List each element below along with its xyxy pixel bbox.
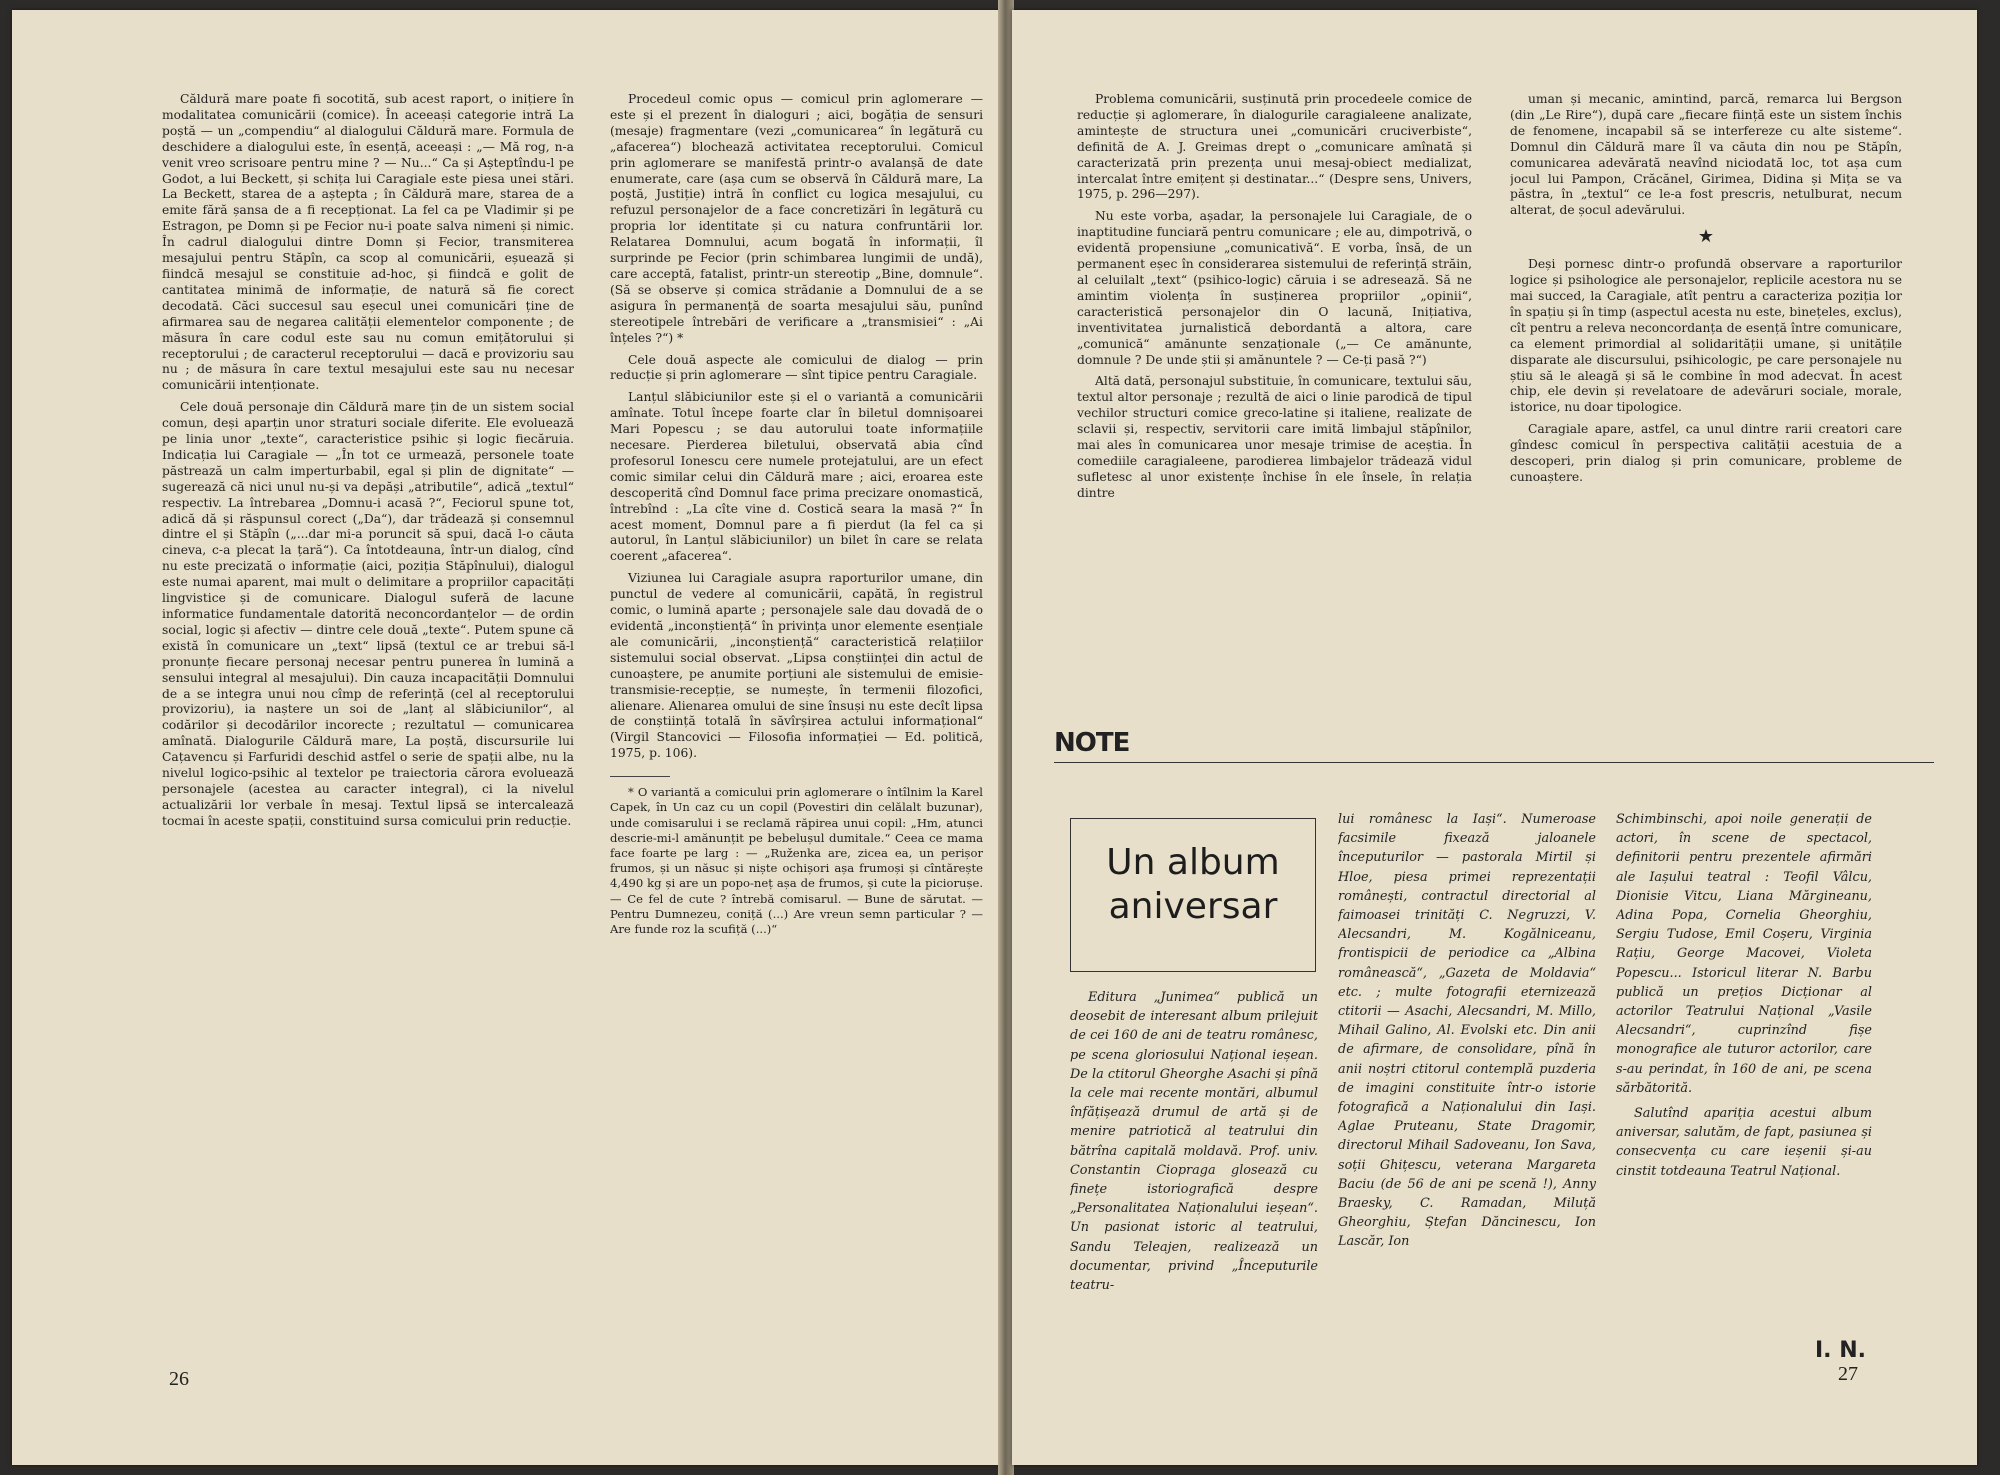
left-column-1 xyxy=(162,92,574,1390)
paragraph: Caragiale apare, astfel, ca unul dintre rarii creatori care gîndesc comicul în perspectiva calității acestuia de a descoperi, prin dialog și prin comunicare, probleme de cunoaștere. xyxy=(1510,422,1902,484)
paragraph: Problema comunicării, susținută prin procedeele comice de reducție și aglomerare, în dialogurile caragialeene analizate, amintește de structura unei „comunicări cruciverbiste“, definită de A. J. Greimas drept o „comunicare amînată și caracterizată prin prezența unui mesaj-obiect medializat, intercalat între emițent și destinatar...“ (Despre sens, Univers, 1975, p. 296—297). xyxy=(1077,92,1472,202)
paragraph: Viziunea lui Caragiale asupra raporturilor umane, din punctul de vedere al comunicării, capătă, în registrul comic, o lumină aparte ; personajele sale dau dovadă de o evidentă „inconștiență“ în privința unor elemente esențiale ale comunicării, „inconștiență“ caracteristică relațiilor sistemului social observat. „Lipsa conștiinței din actul de cunoaștere, pe anumite porțiuni ale sistemului de emisie-transmisie-recepție, se numește, în termenii filozofici, alienare. Alienarea omului de sine însuși nu este decît lipsa de conștiință totală în săvîrșirea actului informațional“ (Virgil Stancovici — Filosofia informației — Ed. politică, 1975, p. 106). xyxy=(610,571,983,761)
footnote-divider xyxy=(610,776,670,777)
paragraph: Altă dată, personajul substituie, în comunicare, textului său, textul altor personaje ; rezultă de aici o linie parodică de tipul vechilor structuri comice greco-latine și italiene, realizate de sclavii și, respectiv, servitorii care imită limbajul stăpînilor, mai ales în comunicarea unor mesaje trimise de aceștia. În comediile caragialeene, parodierea limbajelor trădează vidul sufletesc al unor existențe închise în ele însele, în relația dintre xyxy=(1077,374,1472,500)
left-column-2 xyxy=(610,92,983,1390)
left-page xyxy=(12,10,1002,1465)
paragraph: Editura „Junimea“ publică un deosebit de interesant album prilejuit de cei 160 de ani de teatru românesc, pe scena gloriosului Național ieșean. De la ctitorul Gheorghe Asachi și pînă la cele mai recente montări, albumul înfățișează drumul de artă și de menire patriotică al teatrului din bătrîna capitală moldavă. Prof. univ. Constantin Ciopraga glosează cu finețe istoriografică despre „Personalitatea Naționalului ieșean“. Un pasionat istoric al teatrului, Sandu Teleajen, realizează un documentar, privind „Începuturile teatru- xyxy=(1070,990,1318,1294)
paragraph: lui românesc la Iași“. Numeroase facsimile fixează jaloanele începuturilor — pastorala Mirtil și Hloe, piesa primei reprezentații românești, contractul directorial al faimoasei trinități C. Negruzzi, V. Alecsandri, M. Kogălniceanu, frontispicii de periodice ca „Albina românească“, „Gazeta de Moldavia“ etc. ; multe fotografii eternizează ctitorii — Asachi, Alecsandri, M. Millo, Mihail Galino, Al. Evolski etc. Din anii de afirmare, de consolidare, pînă în anii noștri ctitorul contemplă puzderia de imagini constituite într-o istorie fotografică a Naționalului din Iași. Aglae Pruteanu, State Dragomir, directorul Mihail Sadoveanu, Ion Sava, soții Ghițescu, veterana Margareta Baciu (de 56 de ani pe scenă !), Anny Braesky, C. Ramadan, Miluță Gheorghiu, Ștefan Dăncinescu, Ion Lascăr, Ion xyxy=(1338,812,1596,1250)
paragraph: Salutînd apariția acestui album aniversar, salutăm, de fapt, pasiunea și consecvența cu care ieșenii și-au cinstit totdeauna Teatrul Național. xyxy=(1616,1106,1872,1179)
right-column-2 xyxy=(1510,92,1902,692)
notes-divider xyxy=(1054,762,1934,763)
paragraph: Deși pornesc dintr-o profundă observare a raporturilor logice și psihologice ale personajelor, replicile acestora nu se mai succed, la Caragiale, atît pentru a caracteriza poziția lor în spațiu și în timp (aspectul acesta nu este, binețeles, exclus), cît pentru a releva neconcordanța de esență între comunicare, ca element primordial al solidarității umane, și unitățile disparate ale discursului, psihicologic, pe care personajele nu știu să le aleagă și să le combine în mod adecvat. În acest chip, ele devin și revelatoare de adevăruri sociale, morale, istorice, nu doar tipologice. xyxy=(1510,257,1902,415)
article-title-box xyxy=(1070,818,1316,972)
footnote: * O variantă a comicului prin aglomerare o întîlnim la Karel Capek, în Un caz cu un copil (Povestiri din celălalt buzunar), unde comisarului i se reclamă răpirea unui copil: „Hm, atunci descrie-mi-l amănunțit pe bebelușul dumitale.“ Ceea ce mama face foarte pe larg : — „Ruženka are, zicea ea, un perișor frumos, și un năsuc și niște ochișori așa frumoși și cîntărește 4,490 kg și are un popo-neț așa de frumos, și cute la piciorușe. — Ce fel de cute ? întrebă comisarul. — Bune de sărutat. — Pentru Dumnezeu, coniță (...) Are vreun semn particular ? — Are funde roz la scufiță (...)“ xyxy=(610,785,983,936)
paragraph: Cele două personaje din Căldură mare țin de un sistem social comun, deși aparțin unor straturi sociale diferite. Ele evoluează pe linia unor „texte“, caracteristice psihic și logic fiecăruia. Indicația lui Caragiale — „În tot ce urmează, personele toate păstrează un calm imperturbabil, egal și plin de dignitate“ — sugerează că nici unul nu-și va depăși „atributile“, adică „textul“ respectiv. La întrebarea „Domnu-i acasă ?“, Feciorul spune tot, adică dă și răspunsul corect („Da“), dar trădează și consemnul dintre el și Stăpîn („...dar mi-a poruncit să spui, dacă l-o căuta cineva, c-a plecat la țară“). Ca întotdeauna, într-un dialog, cînd nu este precizată o informație (aici, poziția Stăpînului), dialogul este numai aparent, mai mult o delimitare a propriilor capacități lingvistice și de comunicare. Dialogul suferă de lacune informatice fundamentale datorită neconcordanțelor — de ordin social, logic și afectiv — dintre cele două „texte“. Putem spune că există în comunicare un „text“ lipsă (textul ce ar trebui să-l pronunțe fiecare personaj necesar pentru punerea în lumină a sensului integral al mesajului). Din cauza incapacității Domnului de a se integra unui nou cîmp de referință (cel al receptorului provizoriu), ia naștere un soi de „lanț al slăbiciunilor“, al codărilor și decodărilor incorecte ; rezultatul — comunicarea amînată. Dialogurile Căldură mare, La poștă, discursurile lui Cațavencu și Farfuridi deschid astfel o serie de spații albe, nu la nivelul logico-psihic al textelor pe traiectoria cărora evoluează personajele (acestea au caracter integral), ci la nivelul actualizării lor verbale în mesaj. Textul lipsă se intercalează tocmai în aceste spații, constituind sursa comicului prin reducție. xyxy=(162,400,574,828)
note-column-1 xyxy=(1070,988,1318,1333)
article-title-line-2: aniversar xyxy=(1108,886,1278,927)
paragraph: Schimbinschi, apoi noile generații de actori, în scene de spectacol, definitorii pentru prezentele afirmări ale Iașului teatral : Teofil Vâlcu, Dionisie Vitcu, Liana Mărgineanu, Adina Popa, Cornelia Gheorghiu, Sergiu Tudose, Emil Coșeru, Virginia Rațiu, George Macovei, Violeta Popescu... Istoricul literar N. Barbu publică un prețios Dicționar al actorilor Teatrului Național „Vasile Alecsandri“, cuprinzînd fișe monografice ale tuturor actorilor, care s-au perindat, în 160 de ani, pe scena sărbătorită. xyxy=(1616,812,1872,1096)
paragraph: Procedeul comic opus — comicul prin aglomerare — este și el prezent în dialoguri ; aici, bogăția de sensuri (mesaje) fragmentare (vezi „comunicarea“ în legătură cu „afacerea“) blochează activitatea receptorului. Comicul prin aglomerare se manifestă printr-o avalanșă de date enumerate, care (așa cum se observă în Căldură mare, La poștă, Justiție) intră în conflict cu logica mesajului, cu refuzul personajelor de a face concretizări în legătură cu propria lor identitate și cu natura confruntării lor. Relatarea Domnului, acum bogată în informații, îl surprinde pe Fecior (prin schimbarea lungimii de undă), care acceptă, fatalist, printr-un stereotip „Bine, domnule“. (Să se observe și comica strădanie a Domnului de a se asigura în permanență de soarta mesajului său, punînd stereotipele întrebări de verificare a „transmisiei“ : „Ai înțeles ?“) * xyxy=(610,92,983,345)
paragraph: Lanțul slăbiciunilor este și el o variantă a comunicării amînate. Totul începe foarte clar în biletul domnișoarei Mari Popescu ; se dau autorului toate informațiile necesare. Pierderea biletului, observată abia cînd profesorul Ionescu cere numele protejatului, are un efect comic similar celui din Căldură mare ; aici, eroarea este descoperită cînd Domnul face prima precizare onomastică, întrebînd : „La cîte vine d. Costică seara la masă ?“ În acest moment, Domnul pare a fi pierdut (la fel ca și autorul, în Lanțul slăbiciunilor) un bilet în care se relata coerent „afacerea“. xyxy=(610,390,983,564)
paragraph: Cele două aspecte ale comicului de dialog — prin reducție și prin aglomerare — sînt tipice pentru Caragiale. xyxy=(610,352,983,383)
article-title xyxy=(1071,841,1315,929)
page-number-left: 26 xyxy=(169,1368,189,1390)
author-signature: I. N. xyxy=(1815,1338,1866,1363)
notes-heading: NOTE xyxy=(1054,728,1130,758)
right-column-1 xyxy=(1077,92,1472,692)
right-page xyxy=(1012,10,1977,1465)
paragraph: uman și mecanic, amintind, parcă, remarca lui Bergson (din „Le Rire“), după care „fiecare ființă este un sistem închis de fenomene, incapabil să se interfereze cu alte sisteme“. Domnul din Căldură mare îl va căuta din nou pe Stăpîn, comunicarea adevărată neavînd niciodată loc, tot așa cum jocul lui Pampon, Crăcănel, Girimea, Didina și Mița se va păstra, în „textul“ ce le-a fost prescris, netulburat, necum alterat, de șocul adevărului. xyxy=(1510,92,1902,218)
page-number-right: 27 xyxy=(1838,1363,1858,1385)
note-column-2 xyxy=(1338,810,1596,1334)
section-star: ★ xyxy=(1697,226,1715,248)
paragraph: Căldură mare poate fi socotită, sub acest raport, o inițiere în modalitatea comunicării (comice). În aceeași categorie intră La poștă — un „compendiu“ al dialogului Căldură mare. Formula de deschidere a dialogului este, în esență, aceeași : „— Mă rog, n-a venit vreo scrisoare pentru mine ? — Nu...“ Ca și Așteptîndu-l pe Godot, a lui Beckett, și schița lui Caragiale este piesa unei stări. La Beckett, starea de a aștepta ; în Căldură mare, starea de a emite fără șansa de a fi recepționat. La fel ca pe Vladimir și pe Estragon, pe Domn și pe Fecior nu-i poate salva nimeni și nimic. În cadrul dialogului dintre Domn și Fecior, transmiterea mesajului pentru Stăpîn, ca scop al comunicării, eșuează și fiindcă mesajul se constituie ad-hoc, și fiindcă e golit de cantitatea minimă de informație, de natură să fie corect decodată. Căci succesul sau eșecul unei comunicări ține de afirmarea sau de negarea calității elementelor componente ; de măsura în care codul este sau nu comun emițătorului și receptorului ; de caracterul receptorului — dacă e provizoriu sau nu ; de măsura în care textul mesajului este sau nu necesar comunicării intenționate. xyxy=(162,92,574,393)
paragraph: Nu este vorba, așadar, la personajele lui Caragiale, de o inaptitudine funciară pentru comunicare ; ele au, dimpotrivă, o evidentă propensiune „comunicativă“. E vorba, însă, de un permanent eșec în considerarea sistemului de referință străin, al celuilalt „text“ (psihico-logic) căruia i se adresează. Să ne amintim violența în susținerea propriilor „opinii“, caracteristică personajelor din O lacună, Inițiativa, inventivitatea jurnalistică debordantă a altora, care „comunică“ amănunte senzaționale („— Ce amănunte, domnule ? De unde știi și amănuntele ? — Ce-ți pasă ?“) xyxy=(1077,209,1472,367)
article-title-line-1: Un album xyxy=(1106,842,1280,883)
note-column-3 xyxy=(1616,810,1872,1280)
